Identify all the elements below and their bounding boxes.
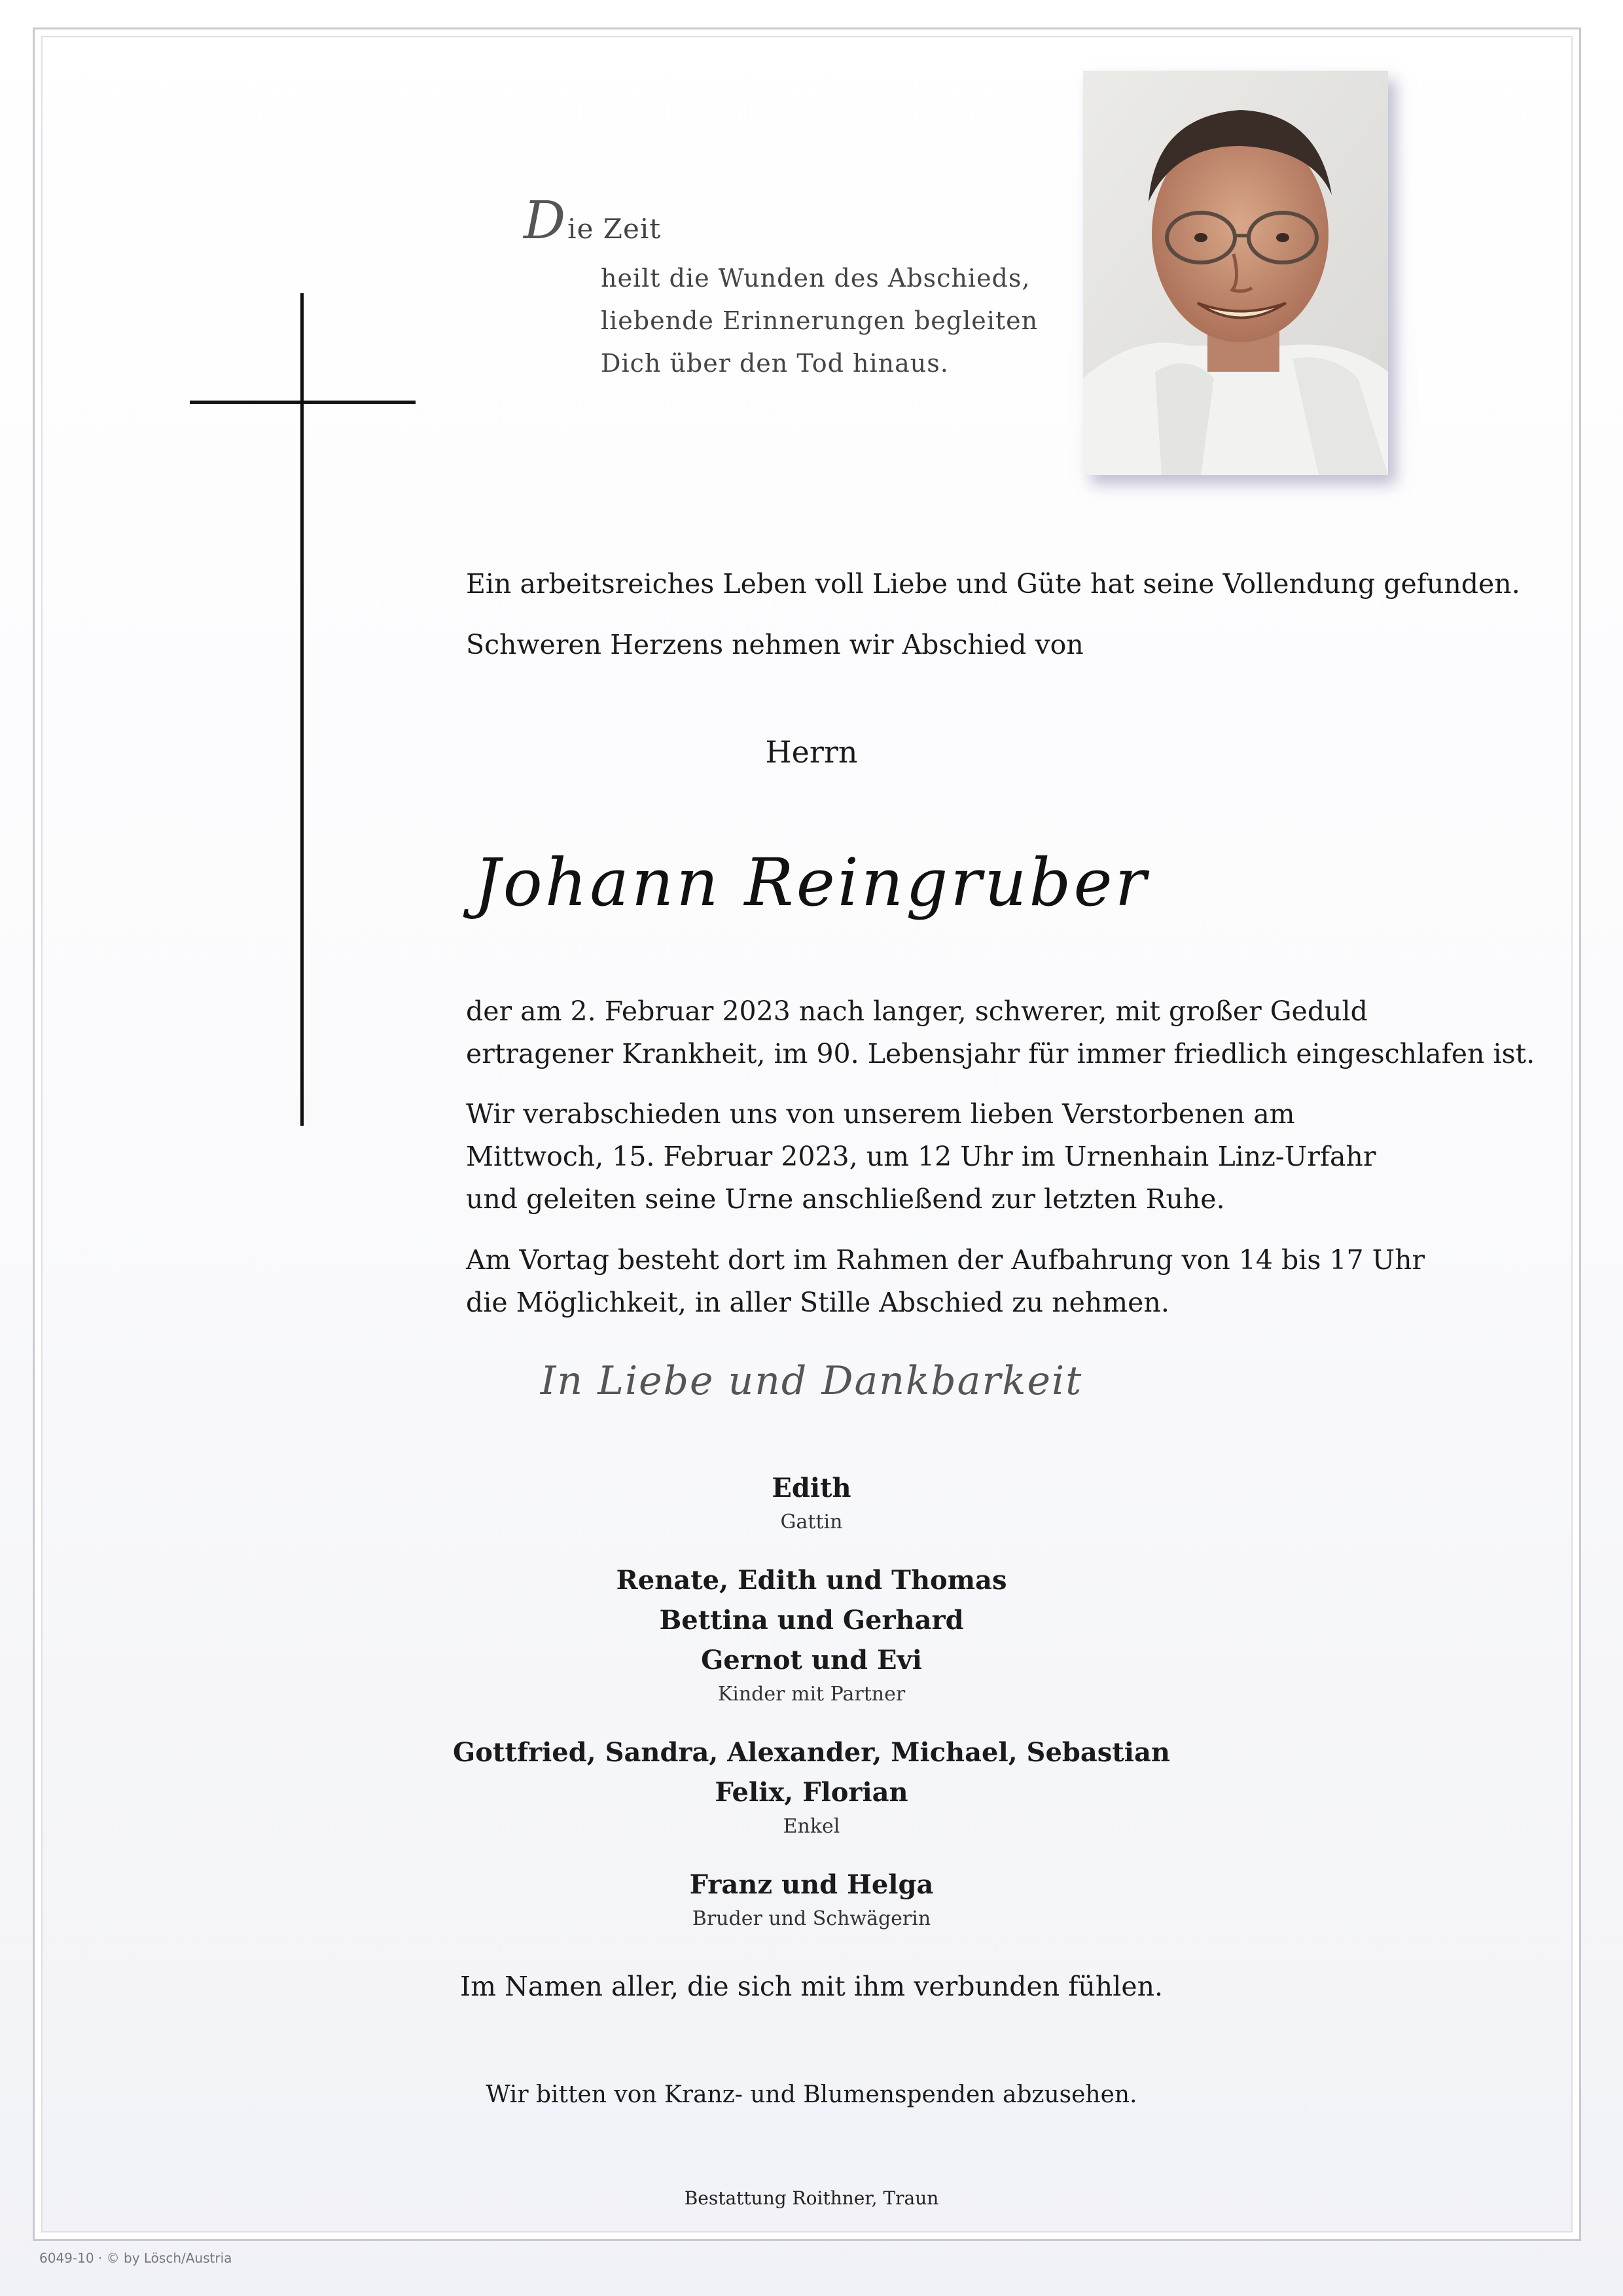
paragraph-viewing [466,1239,1448,1324]
paragraph-line: die Möglichkeit, in aller Stille Abschied zu nehmen. [466,1287,1169,1318]
portrait-photo [1083,71,1388,475]
mourner-name: Gernot und Evi [701,1645,922,1676]
poem-heading-rest: ie Zeit [567,213,662,245]
mourner-group [0,1865,1623,1933]
intro-line: Ein arbeitsreiches Leben voll Liebe und Güte hat seine Vollendung gefunden. [466,568,1520,600]
undertaker: Bestattung Roithner, Traun [684,2187,939,2209]
paragraph-line: Am Vortag besteht dort im Rahmen der Aufbahrung von 14 bis 17 Uhr [466,1244,1425,1276]
mourner-name: Renate, Edith und Thomas [616,1565,1007,1596]
portrait-image [1083,71,1388,475]
poem-heading [524,190,851,251]
poem-line: liebende Erinnerungen begleiten [601,306,1039,335]
poem-verse [601,257,1072,385]
intro-text [466,563,1520,605]
paragraph-line: der am 2. Februar 2023 nach langer, schwerer, mit großer Geduld [466,996,1368,1027]
poem-line: Dich über den Tod hinaus. [601,349,949,378]
mourner-role: Enkel [783,1815,840,1838]
paragraph-line: und geleiten seine Urne anschließend zur letzten Ruhe. [466,1183,1225,1215]
intro-text-2 [466,624,1448,666]
mourner-name: Felix, Florian [715,1777,908,1808]
paragraph-death [466,990,1535,1075]
intro-line: Schweren Herzens nehmen wir Abschied von [466,629,1084,660]
cross-icon-vertical [300,293,304,1126]
paragraph-line: Wir verabschieden uns von unserem lieben Verstorbenen am [466,1098,1295,1130]
poem-initial: D [524,190,567,251]
dedication: In Liebe und Dankbarkeit [540,1358,1083,1404]
paragraph-line: ertragener Krankheit, im 90. Lebensjahr für immer friedlich eingeschlafen ist. [466,1038,1535,1069]
mourner-group [0,1468,1623,1537]
footer-code: 6049-10 · © by Lösch/Austria [39,2250,232,2266]
mourner-role: Kinder mit Partner [717,1683,906,1706]
cross-icon-horizontal [190,401,416,404]
mourner-group [0,1732,1623,1841]
mourners-list [0,1468,1623,1957]
mourner-role: Bruder und Schwägerin [692,1907,931,1930]
paragraph-ceremony [466,1093,1448,1221]
paragraph-line: Mittwoch, 15. Februar 2023, um 12 Uhr im Urnenhain Linz-Urfahr [466,1141,1376,1172]
closing-line: Im Namen aller, die sich mit ihm verbunden fühlen. [459,1971,1164,2002]
flowers-note: Wir bitten von Kranz- und Blumenspenden abzusehen. [486,2081,1137,2108]
salutation: Herrn [765,734,858,770]
mourner-name: Franz und Helga [689,1869,934,1900]
mourner-name: Bettina und Gerhard [659,1605,964,1636]
mourner-role: Gattin [780,1511,843,1534]
mourner-name: Edith [772,1473,851,1503]
deceased-name: Johann Reingruber [474,844,1149,921]
mourner-name: Gottfried, Sandra, Alexander, Michael, Sebastian [453,1737,1170,1768]
poem-line: heilt die Wunden des Abschieds, [601,264,1031,293]
mourner-group [0,1560,1623,1709]
